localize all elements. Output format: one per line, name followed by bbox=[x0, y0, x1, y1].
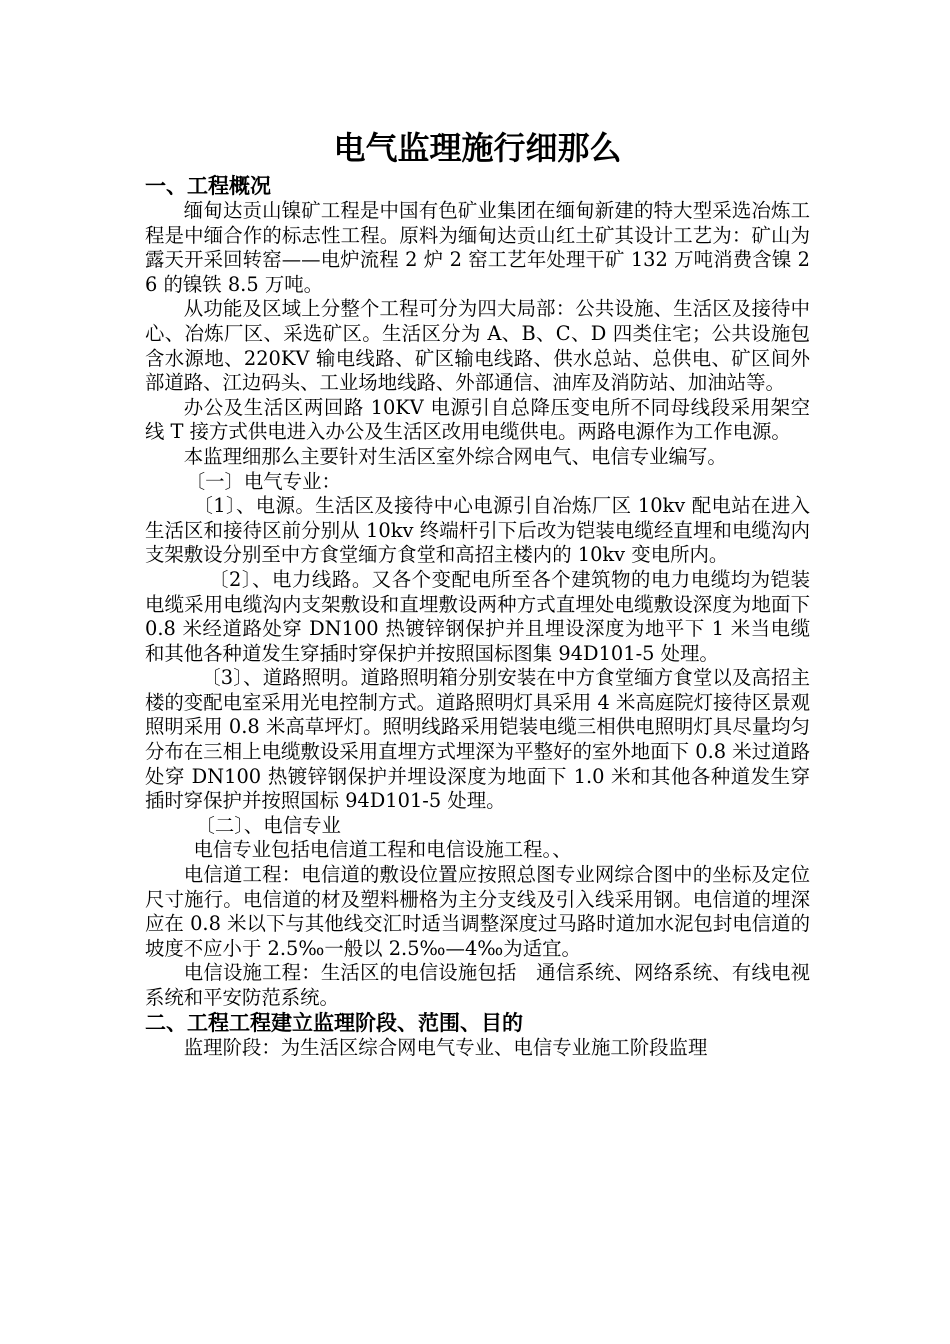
paragraph: 〔1〕、电源。生活区及接待中心电源引自冶炼厂区 10kv 配电站在进入生活区和接待区前分别从 10kv 终端杆引下后改为铠装电缆经直埋和电缆沟内支架敷设分别至中方食堂缅方食堂和高招主楼内的 10kv 变电所内。 bbox=[145, 494, 810, 567]
paragraph: 本监理细那么主要针对生活区室外综合网电气、电信专业编写。 bbox=[183, 444, 727, 468]
paragraph: 电信专业包括电信道工程和电信设施工程。、 bbox=[193, 838, 572, 862]
section-heading: 一、工程概况 bbox=[145, 174, 271, 198]
subsection-label: 〔一〕电气专业： bbox=[185, 469, 341, 493]
paragraph: 电信道工程：电信道的敷设位置应按照总图专业网综合图中的坐标及定位尺寸施行。电信道的材及塑料栅格为主分支线及引入线采用钢。电信道的埋深应在 0.8 米以下与其他线交汇时适当调整深度过马路时道加水泥包封电信道的坡度不应小于 2.5‰一般以 2.5‰—4‰为适宜。 bbox=[145, 863, 810, 960]
section-heading: 二、工程工程建立监理阶段、范围、目的 bbox=[145, 1010, 523, 1035]
paragraph: 〔3〕、道路照明。道路照明箱分别安装在中方食堂缅方食堂以及高招主楼的变配电室采用光电控制方式。道路照明灯具采用 4 米高庭院灯接待区景观照明采用 0.8 米高草坪灯。照明线路采用铠装电缆三相供电照明灯具尽量均匀分布在三相上电缆敷设采用直埋方式埋深为平整好的室外地面下 0.8 米过道路处穿 DN100 热镀锌钢保护并埋设深度为地面下 1.0 米和其他各种道发生穿插时穿保护并按照国标 94D101-5 处理。 bbox=[145, 666, 810, 813]
subsection-label: 〔二〕、电信专业 bbox=[195, 813, 341, 837]
paragraph: 电信设施工程：生活区的电信设施包括 通信系统、网络系统、有线电视系统和平安防范系统。 bbox=[145, 961, 810, 1009]
paragraph: 从功能及区域上分整个工程可分为四大局部：公共设施、生活区及接待中心、冶炼厂区、采选矿区。生活区分为 A、B、C、D 四类住宅；公共设施包含水源地、220KV 输电线路、矿区输电线路、供水总站、总供电、矿区间外部道路、江边码头、工业场地线路、外部通信、油库及消防站、加油站等。 bbox=[145, 297, 810, 395]
paragraph: 〔2〕、电力线路。又各个变配电所至各个建筑物的电力电缆均为铠装电缆采用电缆沟内支架敷设和直埋敷设两种方式直埋处电缆敷设深度为地面下 0.8 米经道路处穿 DN100 热镀锌钢保护并且埋设深度为地平下 1 米当电缆和其他各种道发生穿插时穿保护并按照国标图集 94D101-5 处理。 bbox=[145, 567, 810, 665]
document-page bbox=[145, 128, 810, 1060]
paragraph: 办公及生活区两回路 10KV 电源引自总降压变电所不同母线段采用架空线 T 接方式供电进入办公及生活区改用电缆供电。两路电源作为工作电源。 bbox=[145, 395, 810, 444]
paragraph: 监理阶段：为生活区综合网电气专业、电信专业施工阶段监理 bbox=[183, 1035, 708, 1059]
paragraph: 缅甸达贡山镍矿工程是中国有色矿业集团在缅甸新建的特大型采选冶炼工程是中缅合作的标志性工程。原料为缅甸达贡山红土矿其设计工艺为：矿山为露天开采回转窑——电炉流程 2 炉 2 窑工艺年处理干矿 132 万吨消费含镍 26 的镍铁 8.5 万吨。 bbox=[145, 199, 810, 296]
document-title: 电气监理施行细那么 bbox=[333, 129, 622, 167]
